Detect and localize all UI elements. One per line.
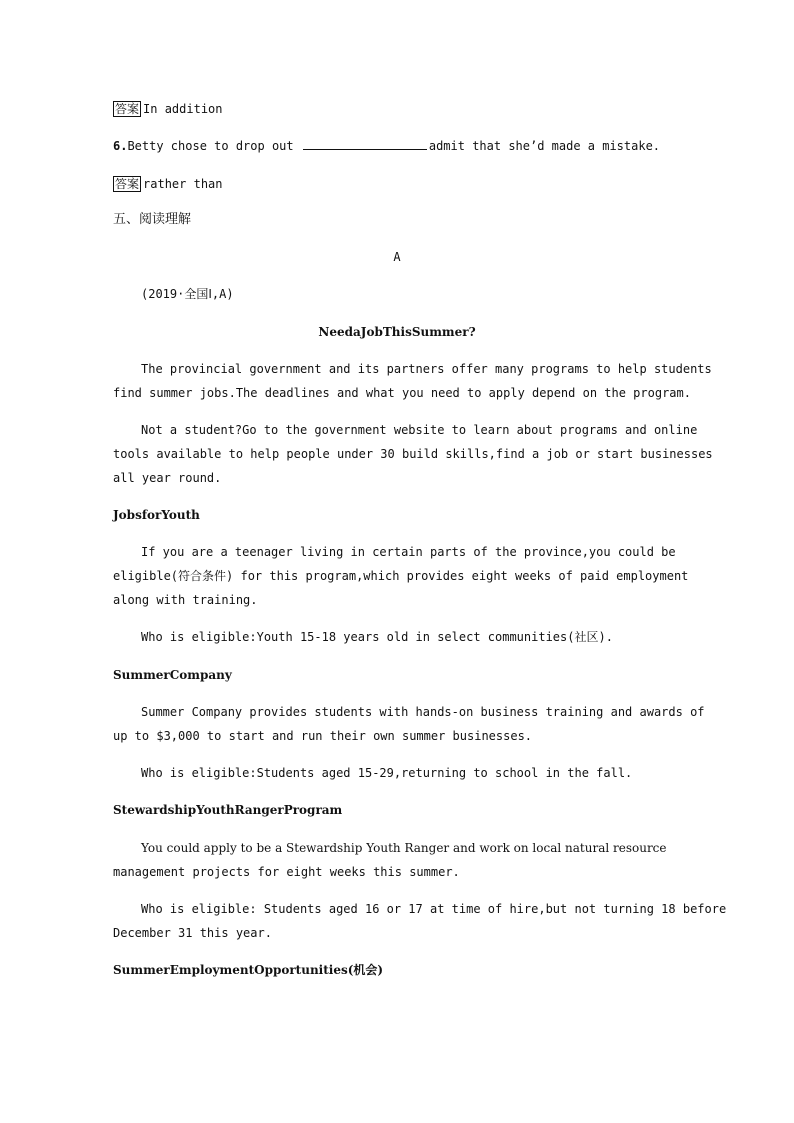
question-6-before: Betty chose to drop out	[127, 139, 301, 153]
ranger-paragraph-line-1: You could apply to be a Stewardship Youth Ranger and work on local natural resource	[141, 841, 667, 855]
part-label: A	[393, 250, 401, 264]
ranger-eligible-line-2: December 31 this year.	[113, 926, 272, 940]
jobs-for-youth-heading: JobsforYouth	[113, 508, 200, 522]
intro-paragraph-1-line-2: find summer jobs.The deadlines and what you need to apply depend on the program.	[113, 386, 691, 400]
jobs-paragraph-line-3: along with training.	[113, 593, 258, 607]
intro-paragraph-2-line-2: tools available to help people under 30 build skills,find a job or start businesses	[113, 447, 713, 461]
question-6-blank	[303, 138, 427, 150]
ranger-program-heading: StewardshipYouthRangerProgram	[113, 803, 343, 817]
answer-tag: 答案	[115, 102, 140, 116]
summer-employment-heading: SummerEmploymentOpportunities(机会)	[113, 963, 384, 977]
answer-6-line	[113, 176, 223, 192]
question-6	[113, 138, 660, 153]
article-title: NeedaJobThisSummer?	[318, 325, 476, 339]
source-citation: (2019·全国Ⅰ,A)	[141, 287, 234, 301]
answer-tag: 答案	[115, 177, 140, 191]
intro-paragraph-2-line-1: Not a student?Go to the government website to learn about programs and online	[141, 423, 698, 437]
question-6-number: 6.	[113, 139, 128, 153]
ranger-paragraph-line-2: management projects for eight weeks this summer.	[113, 865, 460, 879]
intro-paragraph-1-line-1: The provincial government and its partners offer many programs to help students	[141, 362, 712, 376]
jobs-eligible: Who is eligible:Youth 15-18 years old in select communities(社区).	[141, 630, 613, 644]
summer-paragraph-line-1: Summer Company provides students with hands-on business training and awards of	[141, 705, 705, 719]
answer-6-text: rather than	[143, 177, 223, 191]
question-6-after: admit that she’d made a mistake.	[428, 139, 661, 153]
summer-eligible: Who is eligible:Students aged 15-29,returning to school in the fall.	[141, 766, 633, 780]
jobs-paragraph-line-1: If you are a teenager living in certain parts of the province,you could be	[141, 545, 676, 559]
ranger-eligible-line-1: Who is eligible: Students aged 16 or 17 at time of hire,but not turning 18 before	[141, 902, 727, 916]
jobs-paragraph-line-2: eligible(符合条件) for this program,which provides eight weeks of paid employment	[113, 569, 689, 583]
intro-paragraph-2-line-3: all year round.	[113, 471, 222, 485]
answer-5-text: In addition	[143, 102, 223, 116]
section-heading: 五、阅读理解	[113, 212, 192, 227]
summer-company-heading: SummerCompany	[113, 668, 232, 682]
summer-paragraph-line-2: up to $3,000 to start and run their own summer businesses.	[113, 729, 533, 743]
answer-5-line	[113, 101, 223, 117]
